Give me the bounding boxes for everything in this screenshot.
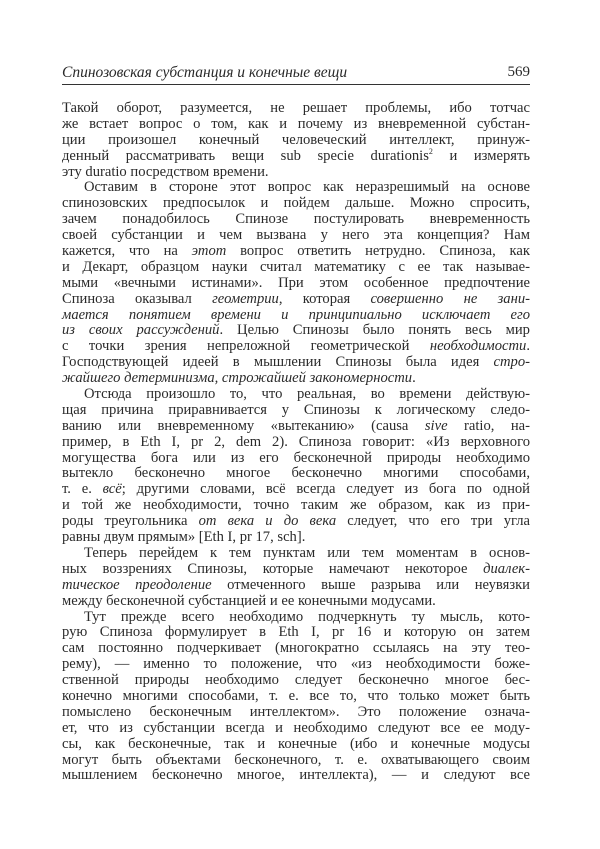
text-line [62,180,530,196]
text-span: ции произошел конечный человеческий интеллект, принуж- [62,131,530,148]
text-span: своей субстанции и чем вызвана у него эта концепция? Нам [62,227,530,244]
text-span: роды треугольника [62,513,199,530]
text-span: Отсюда произошло то, что реальная, во времени действую- [84,386,530,403]
text-span: сам постоянно подчеркивает (многократно ссылаясь на эту тео- [62,640,530,657]
text-span: Спиноза оказывал [62,290,213,307]
text-span: . [526,338,530,355]
text-line [62,498,530,514]
text-line [62,546,530,562]
running-title: Спинозовская субстанция и конечные вещи [62,64,348,81]
text-span: ственной природы необходимо следует бесконечно многое бес- [62,672,530,689]
text-line [62,594,530,610]
text-line [62,228,530,244]
text-line [62,435,530,451]
text-line [62,657,530,673]
italic-text: тическое преодоление [62,576,212,593]
text-span: мышлением бесконечно многое, интеллекта), — и следуют все [62,767,530,784]
text-span: ; другими словами, всё всегда следует из бога по одной [121,481,530,498]
text-span: мыми «вечными истинами». При этом особенное предпочтение [62,274,530,291]
italic-text: из своих рассуждений [62,322,220,339]
text-line [62,212,530,228]
text-span: Теперь перейдем к тем пунктам или тем моментам в основ- [84,544,530,561]
italic-text: стро- [493,354,530,371]
text-line [62,387,530,403]
text-span: зачем понадобилось Спинозе постулировать вневременность [62,211,530,228]
text-span: равны двум прямым» [Eth I, pr 17, sch]. [62,529,306,546]
text-line [62,753,530,769]
text-span: с точки зрения непреложной геометрической [62,338,430,355]
text-line [62,308,530,324]
text-line [62,101,530,117]
text-line [62,403,530,419]
text-line [62,641,530,657]
text-span: могущества бога или из его бесконечной природы необходимо [62,449,530,466]
text-line [62,339,530,355]
italic-text: жайшего детерминизма, строжайшей закономерности [62,370,413,387]
text-span: и измерять [432,147,530,164]
text-line [62,244,530,260]
text-line [62,196,530,212]
text-span: т. е. [62,481,103,498]
text-line [62,355,530,371]
italic-text: всё [102,481,122,498]
text-line [62,610,530,626]
italic-text: совершенно не зани- [370,290,530,307]
italic-text: sive [424,417,448,434]
text-span: могут быть объектами бесконечного, т. е. охватывающего своим [62,751,530,768]
text-span: Господствующей идеей в мышлении Спинозы была идея [62,354,494,371]
italic-text: этот [191,243,227,260]
text-span: ratio, на- [447,417,530,434]
text-line [62,371,530,387]
text-line [62,673,530,689]
text-span: ванию или вневременному «вытеканию» (causa [62,417,425,434]
text-span: сы, как бесконечные, так и конечные (ибо и конечные модусы [62,735,530,752]
text-line [62,276,530,292]
text-span: ных воззрениях Спинозы, которые намечают некоторое [62,560,484,577]
text-line [62,466,530,482]
text-span: эту duratio посредством времени. [62,163,269,180]
text-line [62,530,530,546]
text-span: . [412,370,416,387]
text-span: Тут прежде всего необходимо подчеркнуть ту мысль, кото- [84,608,530,625]
text-line [62,737,530,753]
text-line [62,705,530,721]
text-span: конечно многими способами, т. е. все то, что только может быть [62,687,530,704]
text-span: отмеченного выше разрыва или неувязки [211,576,530,593]
running-header [62,64,530,85]
text-line [62,721,530,737]
text-span: вопрос ответить нетрудно. Спиноза, как [226,243,530,260]
text-line [62,146,530,165]
text-line [62,419,530,435]
text-line [62,514,530,530]
text-line [62,292,530,308]
text-line [62,625,530,641]
text-span: рую Спиноза формулирует в Eth I, pr 16 и которую он затем [62,624,530,641]
text-line [62,117,530,133]
text-line [62,165,530,181]
text-span: вытекло бесконечно многое бесконечно многими способами, [62,465,530,482]
text-span: и той же необходимости, точно таким же образом, как из при- [62,497,530,514]
text-line [62,768,530,784]
italic-text: мается понятием времени и принципиально исключает его [62,306,530,323]
italic-text: диалек- [483,560,530,577]
text-span: денный рассматривать вещи sub specie durationis [62,147,429,164]
text-span: рему), — именно то положение, что «из необходимости боже- [62,656,530,673]
text-line [62,562,530,578]
text-span: и Декарт, образцом науки считал математику с ее так называе- [62,258,530,275]
text-span: Такой оборот, разумеется, не решает проблемы, ибо тотчас [62,100,530,116]
footnote-marker: 2 [428,146,433,156]
italic-text: от века и до века [198,513,337,530]
page-number: 569 [507,64,530,80]
text-line [62,323,530,339]
text-span: . Целью Спинозы было понять весь мир [219,322,530,339]
text-span: между бесконечной субстанцией и ее конечными модусами. [62,592,436,609]
text-span: пример, в Eth I, pr 2, dem 2). Спиноза говорит: «Из верховного [62,433,530,450]
text-span: помыслено бесконечным интеллектом». Это положение означа- [62,703,530,720]
body-text [62,101,530,784]
text-line [62,482,530,498]
text-line [62,578,530,594]
text-span: следует, что его три угла [336,513,530,530]
text-line [62,133,530,149]
text-span: , которая [278,290,371,307]
text-span: щая причина приравнивается у Спинозы к логическому следо- [62,401,530,418]
italic-text: геометрии [212,290,279,307]
text-line [62,260,530,276]
text-span: кажется, что на [62,243,192,260]
text-span: Оставим в стороне этот вопрос как неразрешимый на основе [84,179,530,196]
text-line [62,451,530,467]
italic-text: необходимости [429,338,527,355]
text-line [62,689,530,705]
text-span: спинозовских предпосылок и пойдем дальше. Можно спросить, [62,195,530,212]
text-span: же встает вопрос о том, как и почему из вневременной субстан- [62,115,530,132]
text-span: ет, что из субстанции всегда и необходимо следуют все ее моду- [62,719,530,736]
